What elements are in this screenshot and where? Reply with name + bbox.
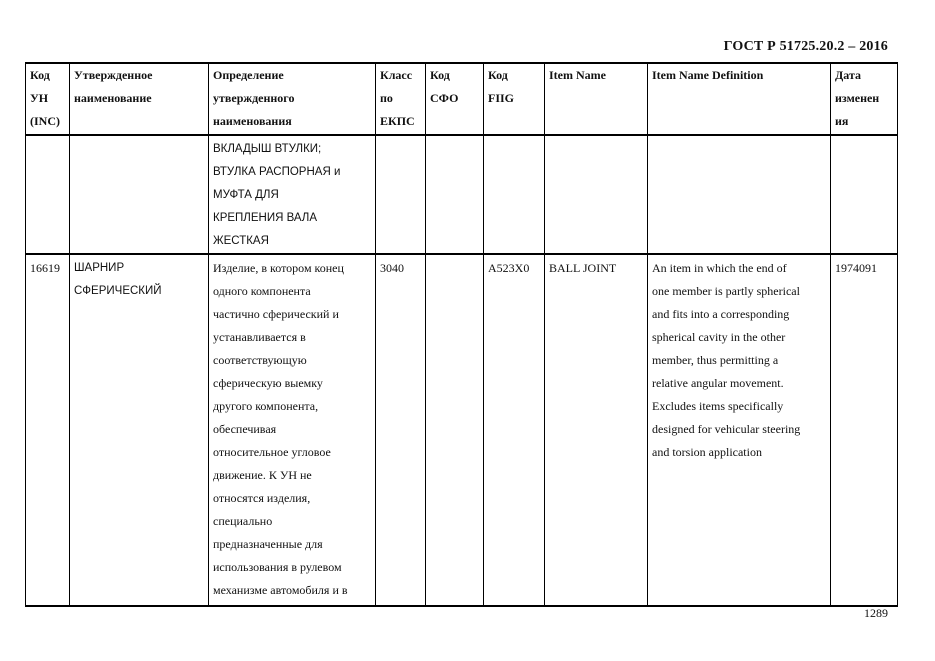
cell-class: 3040 xyxy=(376,254,426,606)
catalog-table xyxy=(25,62,898,607)
header-inc: Код УН (INC) xyxy=(26,63,70,135)
header-change-date: Дата изменен ия xyxy=(831,63,898,135)
table-row-continuation xyxy=(26,135,898,254)
header-approved-name: Утвержденное наименование xyxy=(70,63,209,135)
cell-approved-name xyxy=(70,135,209,254)
cell-inc: 16619 xyxy=(26,254,70,606)
header-fiig: Код FIIG xyxy=(484,63,545,135)
cell-sfo-code xyxy=(426,135,484,254)
cell-item-name: BALL JOINT xyxy=(545,254,648,606)
cell-change-date xyxy=(831,135,898,254)
cell-fiig xyxy=(484,135,545,254)
header-item-definition: Item Name Definition xyxy=(648,63,831,135)
cell-definition: Изделие, в котором конец одного компонента частично сферический и устанавливается в соответствующую сферическую выемку другого компонента, обеспечивая относительное угловое движение. К УН не относятся изделия, специально предназначенные для использования в рулевом механизме автомобиля и в xyxy=(209,254,376,606)
cell-approved-name: ШАРНИР СФЕРИЧЕСКИЙ xyxy=(70,254,209,606)
cell-item-definition xyxy=(648,135,831,254)
cell-item-definition: An item in which the end of one member is partly spherical and fits into a corresponding spherical cavity in the other member, thus permitting a relative angular movement. Excludes items specifically designed for vehicular steering and torsion application xyxy=(648,254,831,606)
header-class: Класс по ЕКПС xyxy=(376,63,426,135)
cell-fiig: A523X0 xyxy=(484,254,545,606)
cell-sfo-code xyxy=(426,254,484,606)
cell-definition-continuation: ВКЛАДЫШ ВТУЛКИ; ВТУЛКА РАСПОРНАЯ и МУФТА ДЛЯ КРЕПЛЕНИЯ ВАЛА ЖЕСТКАЯ xyxy=(209,135,376,254)
page-number: 1289 xyxy=(864,606,888,620)
cell-class xyxy=(376,135,426,254)
cell-item-name xyxy=(545,135,648,254)
table-row xyxy=(26,254,898,606)
header-item-name: Item Name xyxy=(545,63,648,135)
header-sfo-code: Код СФО xyxy=(426,63,484,135)
header-definition: Определение утвержденного наименования xyxy=(209,63,376,135)
cell-change-date: 1974091 xyxy=(831,254,898,606)
document-standard-header: ГОСТ Р 51725.20.2 – 2016 xyxy=(723,39,888,54)
table-header-row xyxy=(26,63,898,135)
cell-inc xyxy=(26,135,70,254)
